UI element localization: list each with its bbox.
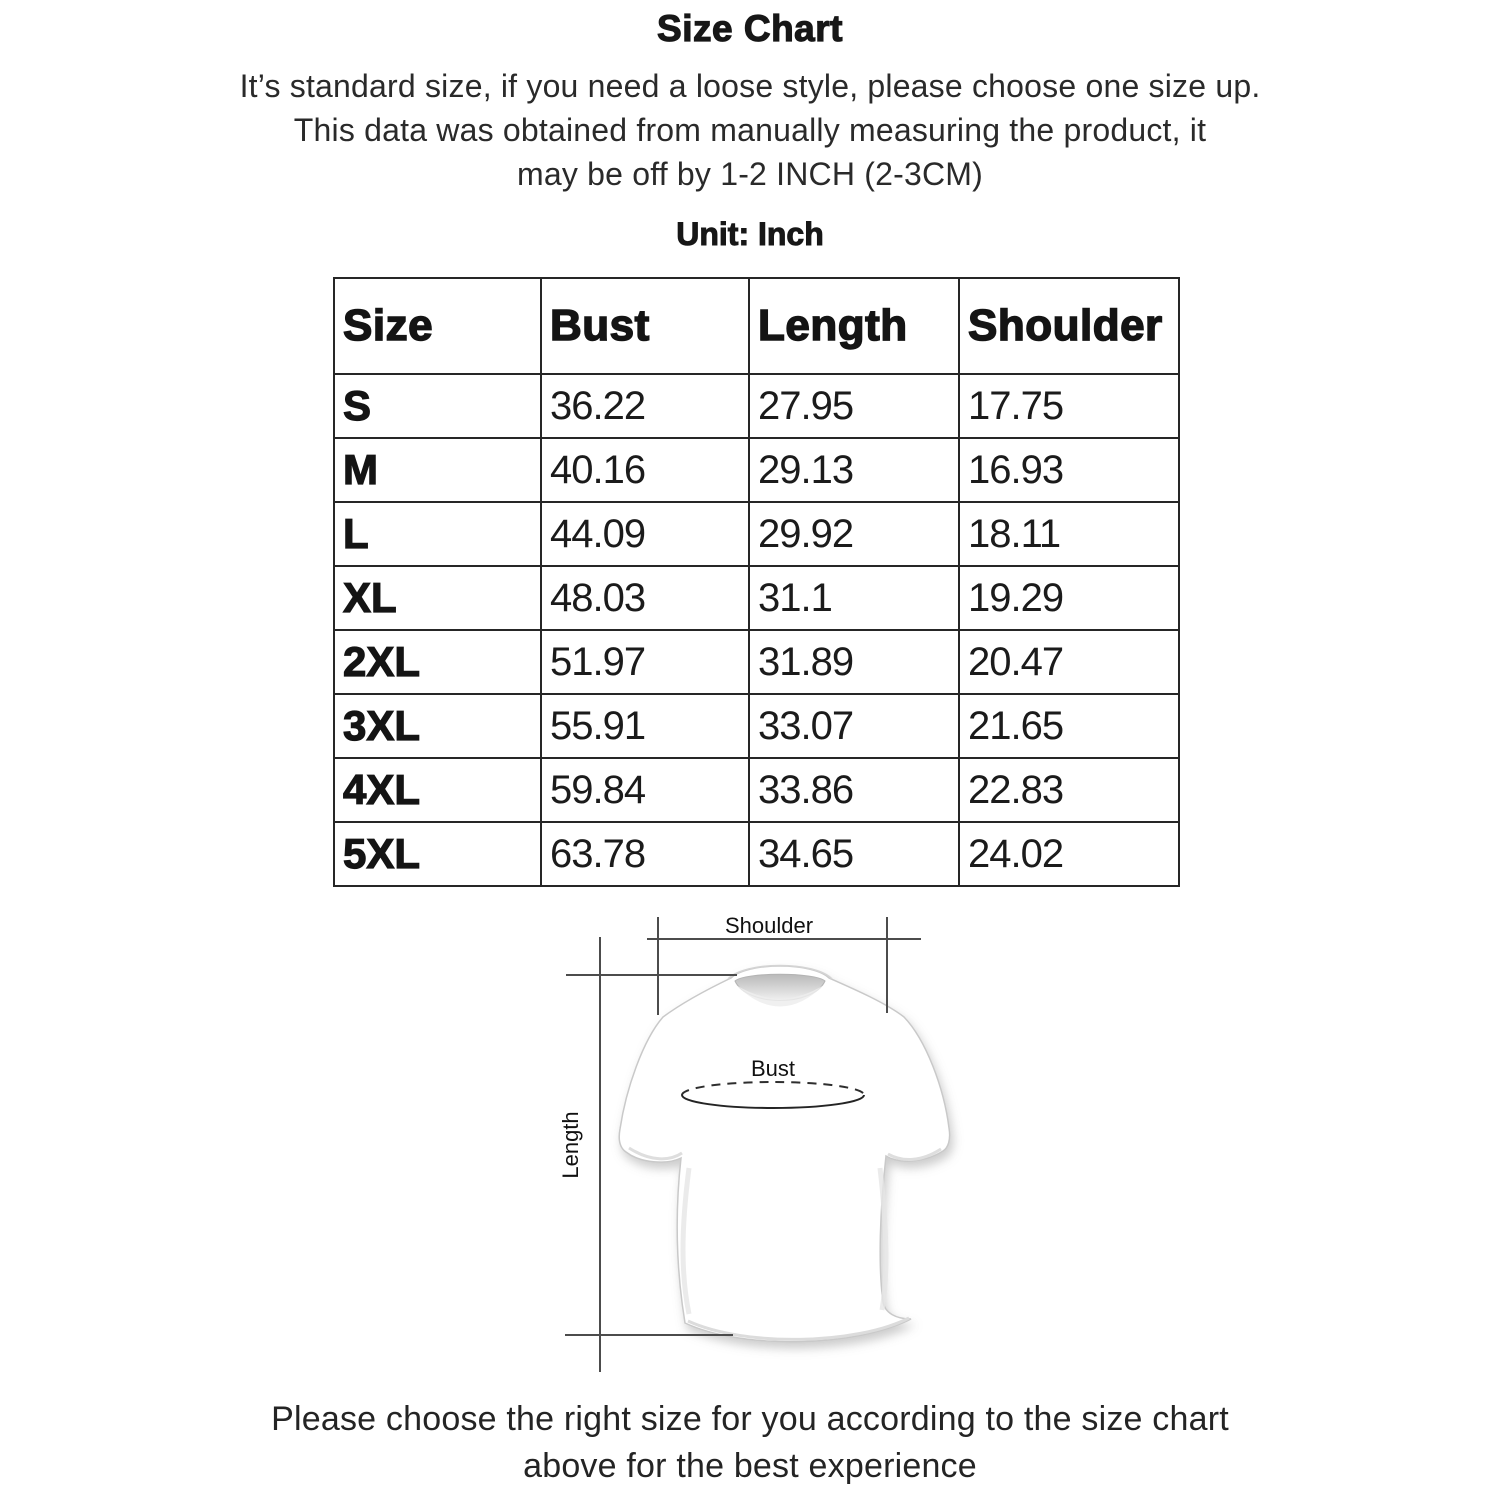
shoulder-cell: 21.65 — [959, 694, 1179, 758]
size-cell: XL — [334, 566, 541, 630]
footer-note — [0, 1396, 1500, 1490]
page-title-text: Size Chart — [657, 8, 843, 49]
bust-cell: 48.03 — [541, 566, 749, 630]
bust-cell: 44.09 — [541, 502, 749, 566]
length-cell: 29.13 — [749, 438, 959, 502]
intro-line-1: It’s standard size, if you need a loose style, please choose one size up. — [239, 68, 1261, 104]
shoulder-cell: 16.93 — [959, 438, 1179, 502]
table-row — [334, 502, 1179, 566]
shoulder-cell: 17.75 — [959, 374, 1179, 438]
table-row — [334, 566, 1179, 630]
length-cell: 33.86 — [749, 758, 959, 822]
table-row — [334, 438, 1179, 502]
size-cell: 5XL — [334, 822, 541, 886]
length-label: Length — [558, 1111, 583, 1179]
size-cell: 2XL — [334, 630, 541, 694]
length-cell: 31.89 — [749, 630, 959, 694]
size-cell: M — [334, 438, 541, 502]
size-cell: 4XL — [334, 758, 541, 822]
table-row — [334, 694, 1179, 758]
footer-line-2: above for the best experience — [523, 1447, 977, 1485]
size-cell: L — [334, 502, 541, 566]
tshirt-body — [619, 966, 949, 1342]
size-cell: S — [334, 374, 541, 438]
length-cell: 27.95 — [749, 374, 959, 438]
intro-line-2: This data was obtained from manually measuring the product, it — [293, 112, 1207, 148]
page-title — [0, 8, 1500, 50]
shoulder-cell: 19.29 — [959, 566, 1179, 630]
bust-cell: 40.16 — [541, 438, 749, 502]
table-row — [334, 374, 1179, 438]
length-cell: 34.65 — [749, 822, 959, 886]
column-header-shoulder: Shoulder — [959, 278, 1179, 374]
length-cell: 29.92 — [749, 502, 959, 566]
shoulder-label: Shoulder — [724, 913, 814, 938]
length-cell: 33.07 — [749, 694, 959, 758]
shoulder-cell: 24.02 — [959, 822, 1179, 886]
bust-cell: 59.84 — [541, 758, 749, 822]
unit-label: Unit: Inch — [676, 216, 824, 252]
bust-cell: 51.97 — [541, 630, 749, 694]
shoulder-cell: 18.11 — [959, 502, 1179, 566]
shoulder-cell: 22.83 — [959, 758, 1179, 822]
shoulder-cell: 20.47 — [959, 630, 1179, 694]
bust-cell: 55.91 — [541, 694, 749, 758]
tshirt-illustration — [619, 966, 949, 1342]
tshirt-measurement-diagram — [555, 900, 975, 1380]
column-header-size: Size — [334, 278, 541, 374]
intro-line-3: may be off by 1-2 INCH (2-3CM) — [517, 156, 983, 192]
length-cell: 31.1 — [749, 566, 959, 630]
table-row — [334, 822, 1179, 886]
table-header-row — [334, 278, 1179, 374]
bust-label: Bust — [750, 1056, 796, 1081]
bust-cell: 63.78 — [541, 822, 749, 886]
table-row — [334, 758, 1179, 822]
bust-cell: 36.22 — [541, 374, 749, 438]
table-row — [334, 630, 1179, 694]
footer-line-1: Please choose the right size for you according to the size chart — [271, 1400, 1229, 1438]
column-header-length: Length — [749, 278, 959, 374]
size-table — [333, 277, 1180, 887]
intro-paragraph — [0, 64, 1500, 196]
size-cell: 3XL — [334, 694, 541, 758]
column-header-bust: Bust — [541, 278, 749, 374]
